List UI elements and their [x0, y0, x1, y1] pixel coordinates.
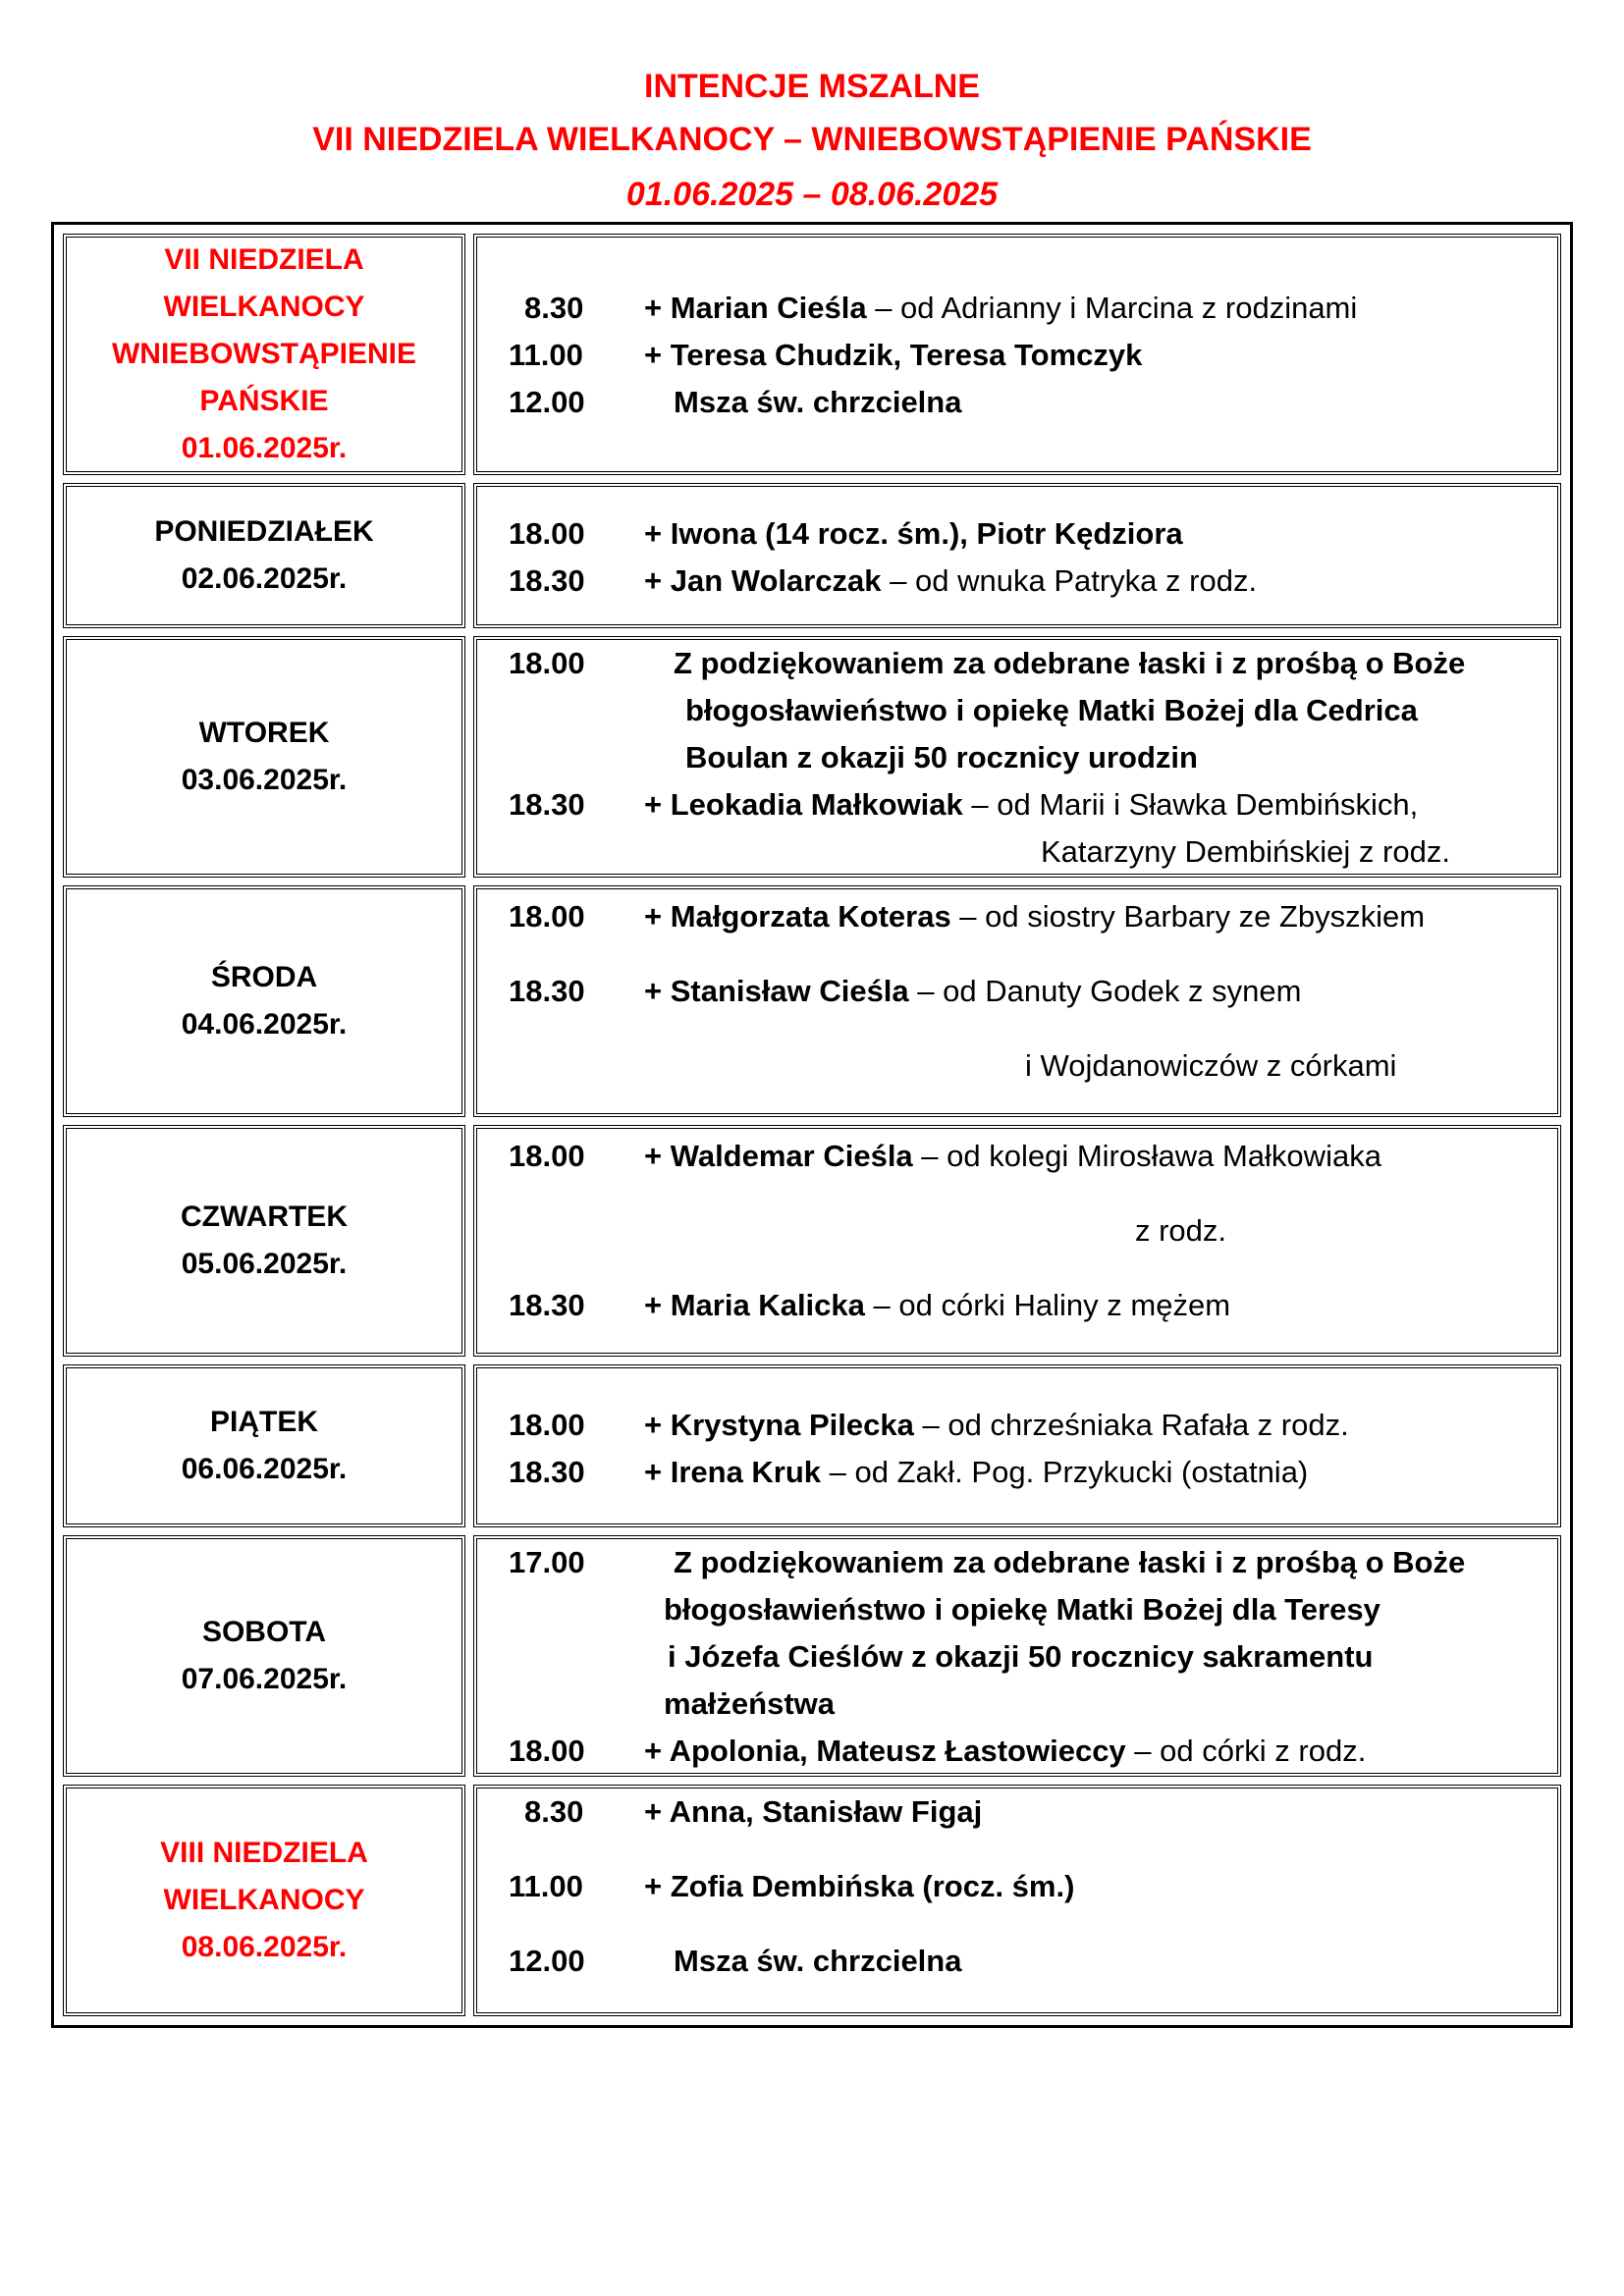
day-name: PIĄTEK — [209, 1406, 318, 1438]
mass-intention-line: Boulan z okazji 50 rocznicy urodzin — [685, 740, 1198, 774]
mass-intention-line: Z podziękowaniem za odebrane łaski i z prośbą o Boże — [674, 646, 1466, 680]
day-cell-sunday-0106 — [63, 234, 465, 475]
day-line: WIELKANOCY — [163, 291, 365, 323]
day-name: WTOREK — [198, 717, 330, 749]
mass-intention-line: błogosławieństwo i opiekę Matki Bożej dla Teresy — [664, 1592, 1380, 1627]
day-line: WNIEBOWSTĄPIENIE — [111, 338, 416, 370]
mass-intention: + Apolonia, Mateusz Łastowieccy – od córki z rodz. — [644, 1734, 1367, 1768]
day-cell-tuesday — [63, 636, 465, 878]
mass-intention: Msza św. chrzcielna — [674, 385, 962, 419]
day-date: 02.06.2025r. — [181, 562, 348, 595]
header-date-range: 01.06.2025 – 08.06.2025 — [625, 176, 999, 213]
mass-time: 11.00 — [509, 1869, 583, 1903]
mass-time: 18.30 — [509, 563, 585, 598]
mass-intention: + Marian Cieśla – od Adrianny i Marcina z rodzinami — [644, 291, 1358, 325]
mass-intention-continuation: z rodz. — [1135, 1213, 1227, 1248]
day-name: ŚRODA — [210, 961, 318, 993]
mass-time: 18.00 — [509, 1139, 585, 1173]
mass-time: 18.00 — [509, 646, 585, 680]
mass-intention: + Iwona (14 rocz. śm.), Piotr Kędziora — [644, 516, 1183, 551]
day-cell-monday — [63, 483, 465, 628]
day-cell-thursday — [63, 1125, 465, 1357]
mass-cell-friday — [473, 1364, 1561, 1527]
day-name: PONIEDZIAŁEK — [154, 515, 374, 548]
mass-intention-line: błogosławieństwo i opiekę Matki Bożej dla Cedrica — [685, 693, 1418, 727]
header-subtitle: VII NIEDZIELA WIELKANOCY – WNIEBOWSTĄPIENIE PAŃSKIE — [312, 121, 1312, 158]
mass-intention: + Małgorzata Koteras – od siostry Barbary ze Zbyszkiem — [644, 899, 1426, 934]
day-date: 01.06.2025r. — [181, 432, 348, 464]
mass-time: 18.00 — [509, 899, 585, 934]
mass-time: 18.30 — [509, 1455, 585, 1489]
mass-intention: + Irena Kruk – od Zakł. Pog. Przykucki (ostatnia) — [644, 1455, 1309, 1489]
mass-time: 18.00 — [509, 1734, 585, 1768]
day-line: PAŃSKIE — [199, 385, 329, 417]
mass-time: 18.00 — [509, 1408, 585, 1442]
day-cell-saturday — [63, 1535, 465, 1777]
mass-time: 11.00 — [509, 338, 583, 372]
mass-time: 18.30 — [509, 787, 585, 822]
day-date: 05.06.2025r. — [181, 1248, 348, 1280]
mass-time: 17.00 — [509, 1545, 585, 1579]
mass-intention-line: małżeństwa — [664, 1686, 836, 1721]
mass-intention: + Waldemar Cieśla – od kolegi Mirosława Małkowiaka — [644, 1139, 1381, 1173]
day-date: 06.06.2025r. — [181, 1453, 348, 1485]
day-cell-wednesday — [63, 885, 465, 1117]
mass-intention: + Anna, Stanisław Figaj — [644, 1794, 983, 1829]
day-date: 07.06.2025r. — [181, 1663, 348, 1695]
mass-intention: + Krystyna Pilecka – od chrześniaka Rafała z rodz. — [644, 1408, 1349, 1442]
mass-time: 8.30 — [524, 291, 584, 325]
mass-time: 12.00 — [509, 1944, 585, 1978]
mass-intention: + Leokadia Małkowiak – od Marii i Sławka Dembińskich, — [644, 787, 1419, 822]
mass-intention-continuation: i Wojdanowiczów z córkami — [1025, 1048, 1397, 1083]
header-title: INTENCJE MSZALNE — [644, 68, 980, 105]
mass-intention-line: Z podziękowaniem za odebrane łaski i z prośbą o Boże — [674, 1545, 1466, 1579]
mass-intention: + Jan Wolarczak – od wnuka Patryka z rodz. — [644, 563, 1258, 598]
day-cell-friday — [63, 1364, 465, 1527]
mass-intention: + Zofia Dembińska (rocz. śm.) — [644, 1869, 1075, 1903]
day-line: VIII NIEDZIELA — [160, 1837, 368, 1869]
mass-intention: + Maria Kalicka – od córki Haliny z mężem — [644, 1288, 1231, 1322]
day-date: 08.06.2025r. — [181, 1931, 348, 1963]
mass-time: 8.30 — [524, 1794, 584, 1829]
mass-time: 12.00 — [509, 385, 585, 419]
day-line: WIELKANOCY — [163, 1884, 365, 1916]
day-line: VII NIEDZIELA — [164, 243, 364, 276]
mass-intention-line: i Józefa Cieślów z okazji 50 rocznicy sakramentu — [668, 1639, 1374, 1674]
mass-cell-monday — [473, 483, 1561, 628]
day-cell-sunday-0806 — [63, 1785, 465, 2016]
day-date: 03.06.2025r. — [181, 764, 348, 796]
day-name: CZWARTEK — [181, 1201, 348, 1233]
mass-time: 18.00 — [509, 516, 585, 551]
mass-time: 18.30 — [509, 974, 585, 1008]
mass-intention: Msza św. chrzcielna — [674, 1944, 962, 1978]
day-name: SOBOTA — [201, 1616, 327, 1648]
day-date: 04.06.2025r. — [181, 1008, 348, 1041]
mass-time: 18.30 — [509, 1288, 585, 1322]
mass-intention: + Stanisław Cieśla – od Danuty Godek z synem — [644, 974, 1302, 1008]
mass-intention: + Teresa Chudzik, Teresa Tomczyk — [644, 338, 1143, 372]
mass-intention-continuation: Katarzyny Dembińskiej z rodz. — [1041, 834, 1450, 869]
